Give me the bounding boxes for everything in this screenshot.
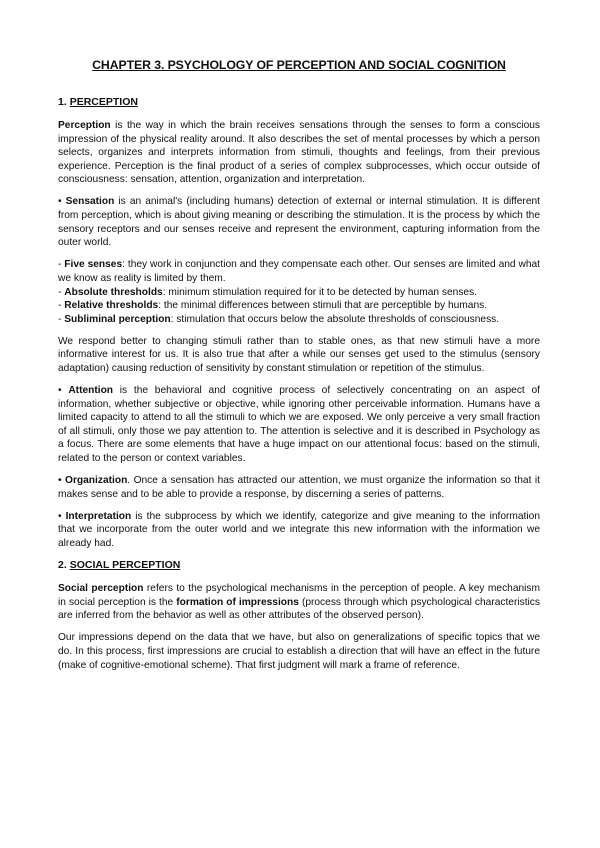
term-formation-of-impressions: formation of impressions (176, 596, 299, 608)
perception-text: is the way in which the brain receives sensations through the senses to form a conscious impression of the physical reality around. It also describes the set of mental processes by which a person selects, organizes and interprets information from stimuli, thoughts and feelings, from their previous experience. Perception is the final product of a series of complex subprocesses, which occur outside of consciousness: sensation, attention, organization and interpretation. (58, 120, 540, 186)
term-subliminal-perception: Subliminal perception (64, 313, 171, 325)
term-five-senses: Five senses (64, 259, 123, 271)
paragraph-perception (58, 119, 540, 187)
term-interpretation: Interpretation (65, 510, 132, 522)
list-item-subliminal-perception (58, 313, 540, 327)
bullet: • (58, 475, 66, 487)
social-perception-text-2: (process through which psychological characteristics are inferred from the behavior as well as other attributes of the observed person). (58, 596, 540, 622)
dash: - (58, 300, 65, 312)
paragraph-social-perception (58, 582, 540, 623)
five-senses-text: : they work in conjunction and they compensate each other. Our senses are limited and what we know as reality is limited by them. (58, 259, 540, 284)
list-item-relative-thresholds (58, 299, 540, 313)
section-title: SOCIAL PERCEPTION (69, 559, 181, 572)
absolute-thresholds-text: : minimum stimulation required for it to be detected by human senses. (162, 286, 477, 298)
paragraph-interpretation (58, 510, 540, 551)
dash: - (58, 313, 65, 325)
list-item-absolute-thresholds (58, 286, 540, 300)
term-social-perception: Social perception (58, 583, 144, 595)
section-number: 1. (58, 96, 67, 108)
term-attention: Attention (68, 385, 114, 397)
bullet: • (58, 196, 66, 208)
sensation-text: is an animal's (including humans) detection of external or internal stimulation. It is different from perception, which is about giving meaning or describing the stimulation. It is the process by which the sensory receptors and our senses receive and represent the environment, capturing information from the outer world. (58, 196, 540, 249)
term-sensation: Sensation (65, 196, 115, 208)
paragraph-organization (58, 474, 540, 501)
paragraph-impressions: Our impressions depend on the data that we have, but also on generalizations of specific topics that we do. In this process, first impressions are crucial to establish a direction that will have an effect in the future (make of cognitive-emotional scheme). That first judgment will mark a frame of reference. (58, 632, 540, 671)
bullet: • (58, 385, 69, 397)
relative-thresholds-text: : the minimal differences between stimuli that are perceptible by humans. (158, 300, 488, 312)
section-heading-perception (58, 96, 540, 108)
bullet: • (58, 510, 66, 522)
term-organization: Organization (65, 475, 128, 487)
paragraph-sensation (58, 195, 540, 249)
chapter-title: CHAPTER 3. PSYCHOLOGY OF PERCEPTION AND SOCIAL COGNITION (92, 58, 506, 72)
document-page (58, 58, 540, 681)
dash: - (58, 259, 65, 271)
paragraph-attention (58, 384, 540, 466)
paragraph-respond: We respond better to changing stimuli rather than to stable ones, as that new stimuli have a more informative interest for us. It is also true that after a while our senses get used to the stimulus (sensory adaptation) causing reduction of sensitivity by constant stimulation or repetition of the stimulus. (58, 335, 540, 374)
term-relative-thresholds: Relative thresholds (64, 300, 159, 312)
section-heading-social-perception (58, 559, 540, 571)
term-absolute-thresholds: Absolute thresholds (64, 286, 163, 298)
section-number: 2. (58, 559, 67, 572)
attention-text: is the behavioral and cognitive process of selectively concentrating on an aspect of information, whether subjective or objective, while ignoring other perceivable information. Humans have a limited capacity to attend to all the stimuli to which we are exposed. We only perceive a very small fraction of all stimuli, only those we pay attention to. The attention is selective and it is described in Psychology as a focus. There are some elements that have a huge impact on our attentional focus: based on the stimuli, related to the person or context variables. (58, 385, 540, 465)
section-title: PERCEPTION (69, 96, 138, 108)
subliminal-perception-text: : stimulation that occurs below the absolute thresholds of consciousness. (170, 313, 500, 325)
interpretation-text: is the subprocess by which we identify, categorize and give meaning to the information that we incorporate from the outer world and we integrate this new information with the information we already had. (58, 510, 540, 550)
term-perception: Perception (58, 120, 111, 131)
social-perception-text-1: refers to the psychological mechanisms in the perception of people. A key mechanism in social perception is the (58, 583, 541, 608)
dash: - (58, 286, 65, 298)
organization-text: . Once a sensation has attracted our attention, we must organize the information so that it makes sense and to be able to provide a response, by discerning a series of patterns. (58, 475, 540, 500)
list-item-five-senses (58, 258, 540, 285)
